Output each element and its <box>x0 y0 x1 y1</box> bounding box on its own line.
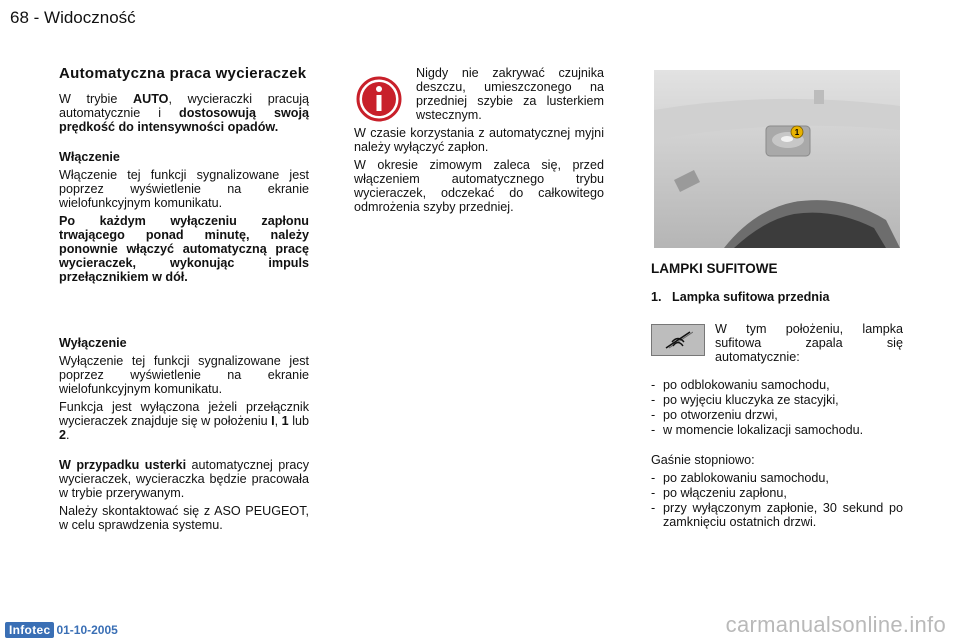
item-number: 1. <box>651 290 662 304</box>
infotec-logo: Infotec <box>5 622 54 638</box>
page-header <box>10 8 136 28</box>
fault-bold: W przypadku usterki <box>59 458 187 472</box>
intro-paragraph <box>59 92 309 134</box>
ceiling-lamp-photo <box>654 70 900 248</box>
auto-mode-label: AUTO <box>133 92 169 106</box>
position-1: 1 <box>281 414 289 428</box>
watermark: carmanualsonline.info <box>725 612 946 637</box>
sep-1: , <box>274 414 282 428</box>
off-positions-text: Funkcja jest wyłączona jeżeli przełącznik wycieraczek znajduje się w położeniu <box>59 400 309 428</box>
list-item: - po wyjęciu kluczyka ze stacyjki, <box>651 393 903 407</box>
list-item: - po odblokowaniu samochodu, <box>651 378 903 392</box>
list-item: - po otworzeniu drzwi, <box>651 408 903 422</box>
sep-2: lub <box>288 414 310 428</box>
footer <box>5 622 118 638</box>
lamp-position-row <box>651 322 903 364</box>
sep-end: . <box>66 428 70 442</box>
lamp-on-list <box>651 378 903 437</box>
off-positions-paragraph <box>59 400 309 442</box>
intro-pre: W trybie <box>59 92 134 106</box>
winter-paragraph: W okresie zimowym zaleca się, przed włączeniem automatycznego trybu wycieraczek, odczekać do całkowitego odmrożenia szyby przedniej. <box>354 158 604 214</box>
fault-rest: automatycznej pracy wycieraczek, wycieraczka będzie pracowała w trybie przerywanym. <box>59 458 310 500</box>
column-middle <box>354 66 604 218</box>
section-title-auto-wipers: Automatyczna praca wycieraczek <box>59 65 307 82</box>
column-right <box>651 262 903 533</box>
intro-bold: dostosowują swoją prędkość do intensywności opadów. <box>59 106 310 134</box>
contact-paragraph: Należy skontaktować się z ASO PEUGEOT, w celu sprawdzenia systemu. <box>59 504 309 532</box>
column-left <box>59 66 309 536</box>
warning-text: Nigdy nie zakrywać czujnika deszczu, umieszczonego na przedniej szybie za lusterkiem wstecznym. <box>416 66 604 122</box>
subtitle-off: Wyłączenie <box>59 336 127 350</box>
page-title: Widoczność <box>44 8 136 27</box>
info-warning-icon <box>356 76 402 122</box>
photo-callout-label: 1 <box>794 128 800 137</box>
list-item: - w momencie lokalizacji samochodu. <box>651 423 903 437</box>
fault-paragraph <box>59 458 309 500</box>
list-item: - przy wyłączonym zapłonie, 30 sekund po zamknięciu ostatnich drzwi. <box>651 501 903 529</box>
section-title-ceiling-lamps: LAMPKI SUFITOWE <box>651 261 778 276</box>
list-item: - po włączeniu zapłonu, <box>651 486 903 500</box>
on-warning-paragraph: Po każdym wyłączeniu zapłonu trwającego ponad minutę, należy ponownie włączyć automatyczną pracę wycieraczek, wykonując impuls przełącznikiem w dół. <box>59 214 309 284</box>
page-number: 68 <box>10 8 29 27</box>
intro-mid: , wycieraczki pracują automatycznie i <box>59 92 309 120</box>
on-paragraph: Włączenie tej funkcji sygnalizowane jest poprzez wyświetlenie na ekranie wielofunkcyjnym komunikatu. <box>59 168 309 210</box>
position-2: 2 <box>59 428 67 442</box>
lamp-auto-text: W tym położeniu, lampka sufitowa zapala się automatycznie: <box>715 322 903 364</box>
item-title: Lampka sufitowa przednia <box>672 290 830 304</box>
subtitle-on: Włączenie <box>59 150 120 164</box>
position-i: I <box>271 414 275 428</box>
carwash-paragraph: W czasie korzystania z automatycznej myjni należy wyłączyć zapłon. <box>354 126 604 154</box>
courtesy-lamp-icon <box>651 324 705 356</box>
fade-title: Gaśnie stopniowo: <box>651 453 755 467</box>
item-front-lamp-title <box>651 290 903 304</box>
list-item: - po zablokowaniu samochodu, <box>651 471 903 485</box>
footer-date: 01-10-2005 <box>56 623 118 637</box>
warning-block <box>354 66 604 122</box>
header-separator: - <box>28 8 45 27</box>
ceiling-lamp-illustration <box>654 70 900 248</box>
lamp-off-list <box>651 471 903 529</box>
off-paragraph: Wyłączenie tej funkcji sygnalizowane jest poprzez wyświetlenie na ekranie wielofunkcyjnym komunikatu. <box>59 354 309 396</box>
